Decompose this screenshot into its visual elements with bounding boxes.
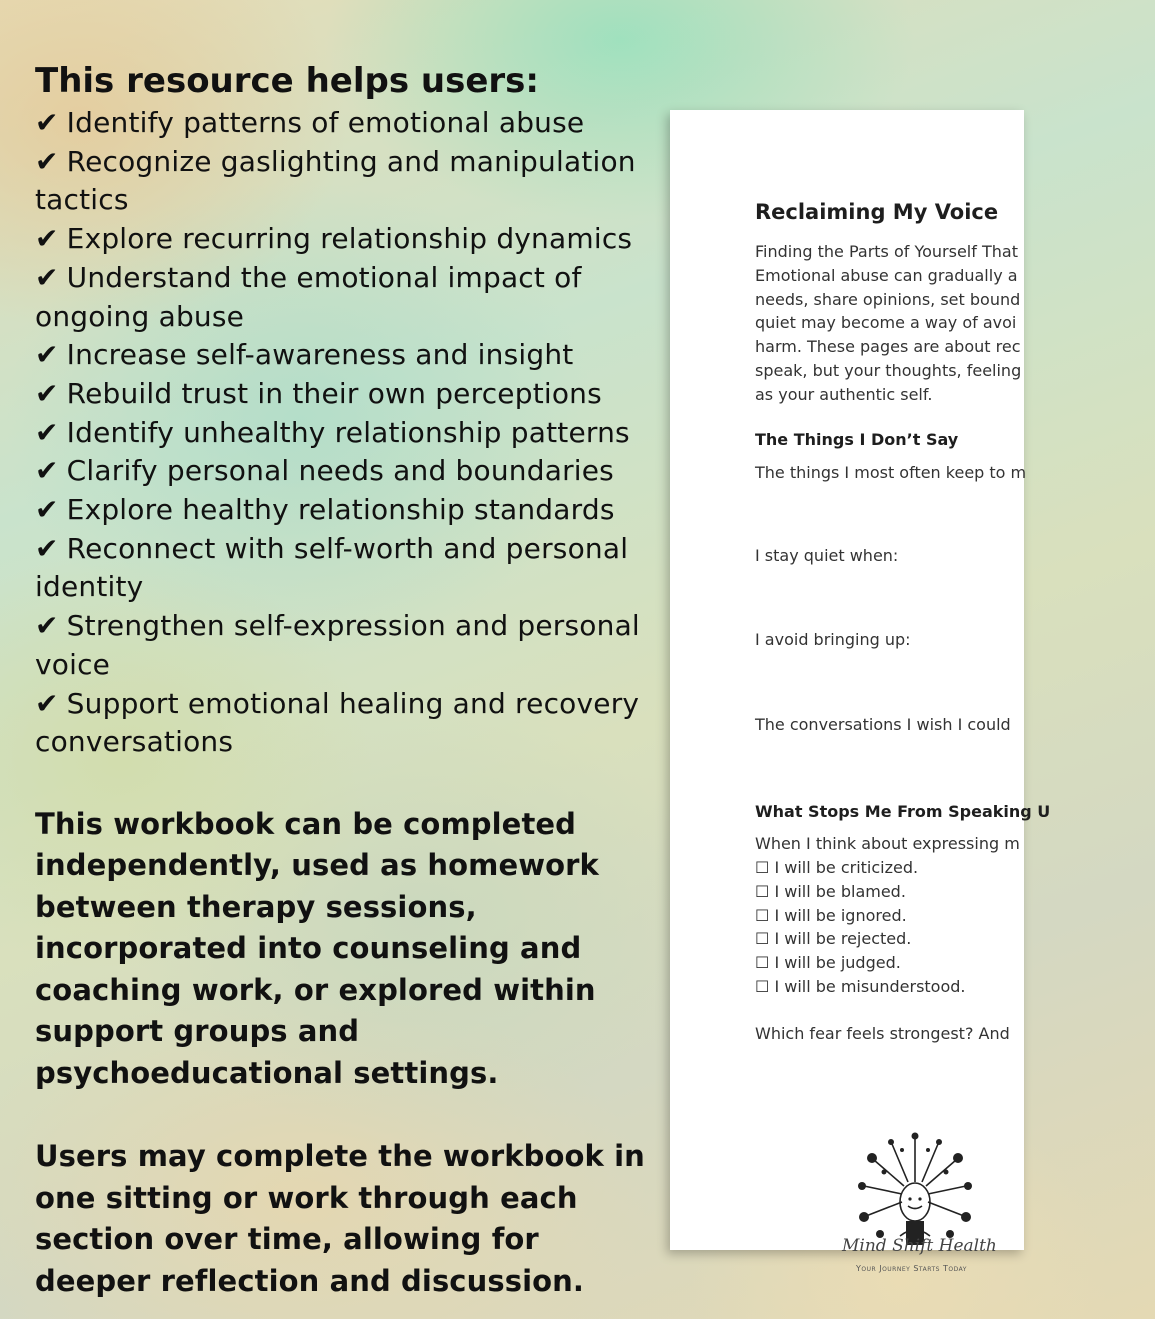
prompt-things-kept: The things I most often keep to m: [755, 463, 1027, 482]
benefit-item: [35, 220, 655, 259]
fear-options: [755, 856, 966, 999]
checkmark-icon: ✔: [35, 106, 59, 139]
benefit-item: [35, 685, 655, 762]
resource-heading: This resource helps users:: [35, 61, 540, 101]
workbook-page-preview: [670, 110, 1051, 1273]
benefit-item: [35, 336, 655, 375]
checkbox-icon: ☐: [755, 976, 770, 996]
benefit-item: [35, 530, 655, 607]
checkmark-icon: ✔: [35, 686, 59, 720]
benefit-text: Identify unhealthy relationship patterns: [66, 415, 630, 449]
left-content: [35, 58, 655, 1302]
fear-option-label: I will be ignored.: [774, 905, 907, 925]
intro-text: [755, 240, 1021, 407]
fear-option[interactable]: [755, 975, 966, 999]
benefit-text: Recognize gaslighting and manipulation tactics: [35, 144, 636, 217]
checkmark-icon: ✔: [35, 454, 59, 488]
benefit-text: Identify patterns of emotional abuse: [66, 106, 585, 139]
section-heading-what-stops-me: What Stops Me From Speaking U: [755, 802, 1051, 821]
checkmark-icon: ✔: [35, 376, 59, 410]
checkbox-icon: ☐: [755, 905, 770, 925]
benefit-text: Increase self-awareness and insight: [66, 338, 574, 372]
checkbox-icon: ☐: [755, 858, 770, 877]
fear-option[interactable]: [755, 927, 966, 951]
checkmark-icon: ✔: [35, 260, 59, 294]
page-title: Reclaiming My Voice: [755, 200, 999, 224]
benefit-text: Explore healthy relationship standards: [66, 493, 615, 527]
prompt-stay-quiet: I stay quiet when:: [755, 546, 899, 565]
intro-line: speak, but your thoughts, feeling: [755, 360, 1022, 380]
checkbox-icon: ☐: [755, 929, 770, 949]
prompt-strongest-fear: Which fear feels strongest? And: [755, 1024, 1010, 1043]
benefits-list: [35, 104, 655, 762]
usage-paragraph: This workbook can be completed independently, used as homework between therapy sessions, incorporated into counseling and coaching work, or explored within support groups and psychoeducational settings.: [35, 806, 599, 1090]
checkmark-icon: ✔: [35, 338, 59, 372]
benefit-item: [35, 414, 655, 453]
benefit-text: Support emotional healing and recovery conversations: [35, 686, 640, 759]
intro-line: Finding the Parts of Yourself That: [755, 242, 1018, 261]
benefit-text: Reconnect with self-worth and personal identity: [35, 531, 629, 604]
section-heading-things-unsaid: The Things I Don’t Say: [755, 430, 959, 449]
checkmark-icon: ✔: [35, 222, 59, 256]
pacing-paragraph: Users may complete the workbook in one sitting or work through each section over time, allowing for deeper reflection and discussion.: [35, 1139, 645, 1298]
fear-option[interactable]: [755, 951, 966, 975]
fear-option-label: I will be rejected.: [774, 929, 912, 949]
checkbox-icon: ☐: [755, 953, 770, 973]
benefit-item: [35, 491, 655, 530]
benefit-text: Explore recurring relationship dynamics: [66, 222, 633, 256]
fear-option[interactable]: [755, 904, 966, 928]
benefit-item: [35, 104, 655, 143]
brand-name: Mind Shift Health: [842, 1236, 997, 1256]
benefit-item: [35, 143, 655, 220]
intro-line: Emotional abuse can gradually a: [755, 265, 1018, 285]
fear-option[interactable]: [755, 856, 966, 880]
fear-option[interactable]: [755, 880, 966, 904]
benefit-item: [35, 452, 655, 491]
checkmark-icon: ✔: [35, 415, 59, 449]
fear-option-label: I will be criticized.: [774, 858, 919, 877]
intro-line: as your authentic self.: [755, 384, 933, 404]
benefit-item: [35, 259, 655, 336]
intro-line: quiet may become a way of avoi: [755, 313, 1017, 333]
benefit-item: [35, 375, 655, 414]
checkmark-icon: ✔: [35, 531, 59, 565]
fear-option-label: I will be blamed.: [774, 881, 906, 901]
fear-option-label: I will be misunderstood.: [774, 976, 966, 996]
benefit-text: Understand the emotional impact of ongoing abuse: [35, 260, 582, 333]
prompt-avoid: I avoid bringing up:: [755, 630, 911, 649]
checkbox-icon: ☐: [755, 881, 770, 901]
brand-tagline: Your Journey Starts Today: [856, 1264, 967, 1273]
checkmark-icon: ✔: [35, 493, 59, 527]
prompt-expressing: When I think about expressing m: [755, 834, 1020, 853]
benefit-text: Strengthen self-expression and personal voice: [35, 609, 640, 681]
checkmark-icon: ✔: [35, 609, 59, 643]
intro-line: harm. These pages are about rec: [755, 337, 1021, 357]
benefit-item: [35, 607, 655, 684]
benefit-text: Clarify personal needs and boundaries: [66, 454, 614, 488]
benefit-text: Rebuild trust in their own perceptions: [66, 376, 602, 410]
intro-line: needs, share opinions, set bound: [755, 289, 1021, 309]
checkmark-icon: ✔: [35, 144, 59, 178]
fear-option-label: I will be judged.: [774, 953, 901, 973]
prompt-conversations: The conversations I wish I could: [755, 715, 1011, 734]
